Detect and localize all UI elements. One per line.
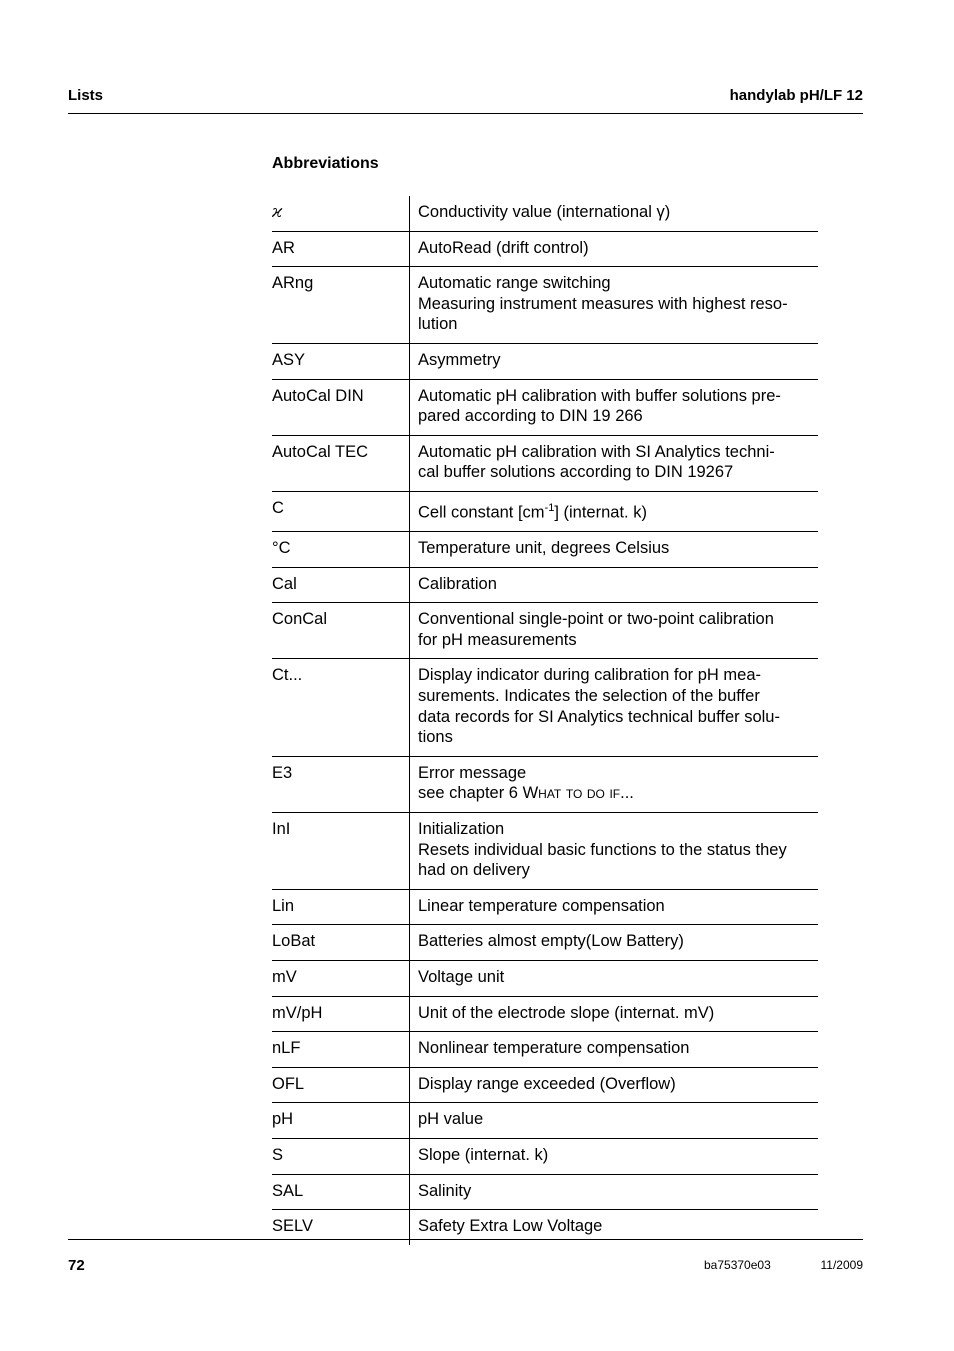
description-line: lution xyxy=(418,315,458,334)
abbreviation-description xyxy=(410,1032,819,1068)
description-line: Automatic pH calibration with buffer solutions pre- xyxy=(418,386,781,405)
table-row xyxy=(272,756,818,812)
table-row xyxy=(272,196,818,231)
abbreviation-description xyxy=(410,267,819,344)
description-line: Display indicator during calibration for pH mea- xyxy=(418,666,761,685)
abbreviation-term: ConCal xyxy=(272,603,410,659)
abbreviation-term: InI xyxy=(272,812,410,889)
table-row xyxy=(272,1032,818,1068)
abbreviation-description xyxy=(410,1103,819,1139)
header-divider xyxy=(68,113,863,114)
description-line: Batteries almost empty(Low Battery) xyxy=(418,932,684,951)
description-line: Conductivity value (international γ) xyxy=(418,203,671,221)
description-line: Safety Extra Low Voltage xyxy=(418,1217,603,1236)
running-header-product: handylab pH/LF 12 xyxy=(729,87,863,104)
abbreviation-description xyxy=(410,567,819,603)
table-row xyxy=(272,1138,818,1174)
table-row xyxy=(272,925,818,961)
description-line: Automatic range switching xyxy=(418,274,611,293)
abbreviation-description xyxy=(410,659,819,756)
table-row xyxy=(272,1067,818,1103)
abbreviation-term: ϰ xyxy=(272,196,410,231)
abbreviation-description xyxy=(410,960,819,996)
abbreviation-term: OFL xyxy=(272,1067,410,1103)
abbreviation-term: nLF xyxy=(272,1032,410,1068)
page-number: 72 xyxy=(68,1257,85,1274)
description-line: cal buffer solutions according to DIN 19267 xyxy=(418,463,734,482)
footer-divider xyxy=(68,1239,863,1240)
abbreviation-term: AutoCal TEC xyxy=(272,435,410,491)
abbreviation-term: Cal xyxy=(272,567,410,603)
description-line: Asymmetry xyxy=(418,350,501,369)
abbreviation-term: °C xyxy=(272,532,410,568)
abbreviation-term: Ct... xyxy=(272,659,410,756)
table-row xyxy=(272,532,818,568)
table-row xyxy=(272,435,818,491)
description-line: Measuring instrument measures with highest reso- xyxy=(418,294,788,313)
table-row xyxy=(272,960,818,996)
table-row xyxy=(272,659,818,756)
description-line: tions xyxy=(418,728,453,747)
table-row xyxy=(272,996,818,1032)
table-row xyxy=(272,343,818,379)
description-line: Calibration xyxy=(418,574,497,593)
table-row xyxy=(272,812,818,889)
description-line xyxy=(418,498,818,523)
abbreviations-table-body xyxy=(272,196,818,1245)
description-line: pH value xyxy=(418,1110,484,1129)
abbreviation-description xyxy=(410,603,819,659)
description-line: had on delivery xyxy=(418,861,530,880)
document-id: ba75370e03 xyxy=(704,1258,771,1272)
table-row xyxy=(272,1174,818,1210)
table-row xyxy=(272,1103,818,1139)
description-text: ] (internat. k) xyxy=(554,503,647,522)
abbreviation-term: AutoCal DIN xyxy=(272,379,410,435)
abbreviation-term: SAL xyxy=(272,1174,410,1210)
abbreviation-term: pH xyxy=(272,1103,410,1139)
abbreviation-term: Lin xyxy=(272,889,410,925)
table-row xyxy=(272,889,818,925)
description-line: Resets individual basic functions to the status they xyxy=(418,840,787,859)
description-line: data records for SI Analytics technical buffer solu- xyxy=(418,707,780,726)
table-row xyxy=(272,567,818,603)
abbreviation-description xyxy=(410,231,819,267)
abbreviation-term: mV xyxy=(272,960,410,996)
abbreviation-description xyxy=(410,343,819,379)
description-line: Automatic pH calibration with SI Analytics techni- xyxy=(418,442,775,461)
abbreviation-description xyxy=(410,532,819,568)
table-row xyxy=(272,491,818,531)
abbreviation-description xyxy=(410,1174,819,1210)
description-line: Conventional single-point or two-point calibration xyxy=(418,610,774,629)
abbreviation-description xyxy=(410,996,819,1032)
table-row xyxy=(272,603,818,659)
table-row xyxy=(272,231,818,267)
unit-exponent: -1 xyxy=(544,501,555,514)
abbreviation-description xyxy=(410,491,819,531)
running-header-section: Lists xyxy=(68,87,104,104)
abbreviation-description xyxy=(410,196,819,231)
abbreviation-description xyxy=(410,925,819,961)
abbreviation-description xyxy=(410,889,819,925)
abbreviation-description xyxy=(410,379,819,435)
description-line: Temperature unit, degrees Celsius xyxy=(418,539,670,558)
description-line xyxy=(418,783,818,804)
table-row xyxy=(272,379,818,435)
abbreviation-term: AR xyxy=(272,231,410,267)
abbreviation-term: ARng xyxy=(272,267,410,344)
abbreviation-term: mV/pH xyxy=(272,996,410,1032)
document-date: 11/2009 xyxy=(820,1258,863,1272)
abbreviation-term: S xyxy=(272,1138,410,1174)
abbreviation-term: C xyxy=(272,491,410,531)
description-line: Slope (internat. k) xyxy=(418,1145,549,1164)
description-text: Cell constant [cm xyxy=(418,503,545,522)
description-text: see chapter 6 xyxy=(418,784,523,803)
abbreviation-description xyxy=(410,1138,819,1174)
description-line: pared according to DIN 19 266 xyxy=(418,407,643,426)
section-title: Abbreviations xyxy=(272,155,379,172)
description-line: Unit of the electrode slope (internat. mV) xyxy=(418,1003,715,1022)
abbreviation-term: E3 xyxy=(272,756,410,812)
description-line: Voltage unit xyxy=(418,967,505,986)
description-line: surements. Indicates the selection of the buffer xyxy=(418,687,760,705)
description-line: for pH measurements xyxy=(418,630,577,649)
abbreviation-term: SELV xyxy=(272,1210,410,1245)
description-line: AutoRead (drift control) xyxy=(418,238,589,257)
abbreviation-description xyxy=(410,756,819,812)
abbreviation-term: LoBat xyxy=(272,925,410,961)
description-line: Initialization xyxy=(418,819,505,838)
abbreviation-term: ASY xyxy=(272,343,410,379)
description-line: Error message xyxy=(418,763,527,782)
description-line: Linear temperature compensation xyxy=(418,896,665,915)
abbreviation-description xyxy=(410,1067,819,1103)
abbreviation-description xyxy=(410,435,819,491)
table-row xyxy=(272,267,818,344)
description-line: Display range exceeded (Overflow) xyxy=(418,1074,676,1093)
abbreviations-table xyxy=(272,196,818,1245)
description-line: Salinity xyxy=(418,1181,472,1200)
chapter-reference: What to do if... xyxy=(522,784,634,803)
description-line: Nonlinear temperature compensation xyxy=(418,1039,690,1058)
abbreviation-description xyxy=(410,812,819,889)
